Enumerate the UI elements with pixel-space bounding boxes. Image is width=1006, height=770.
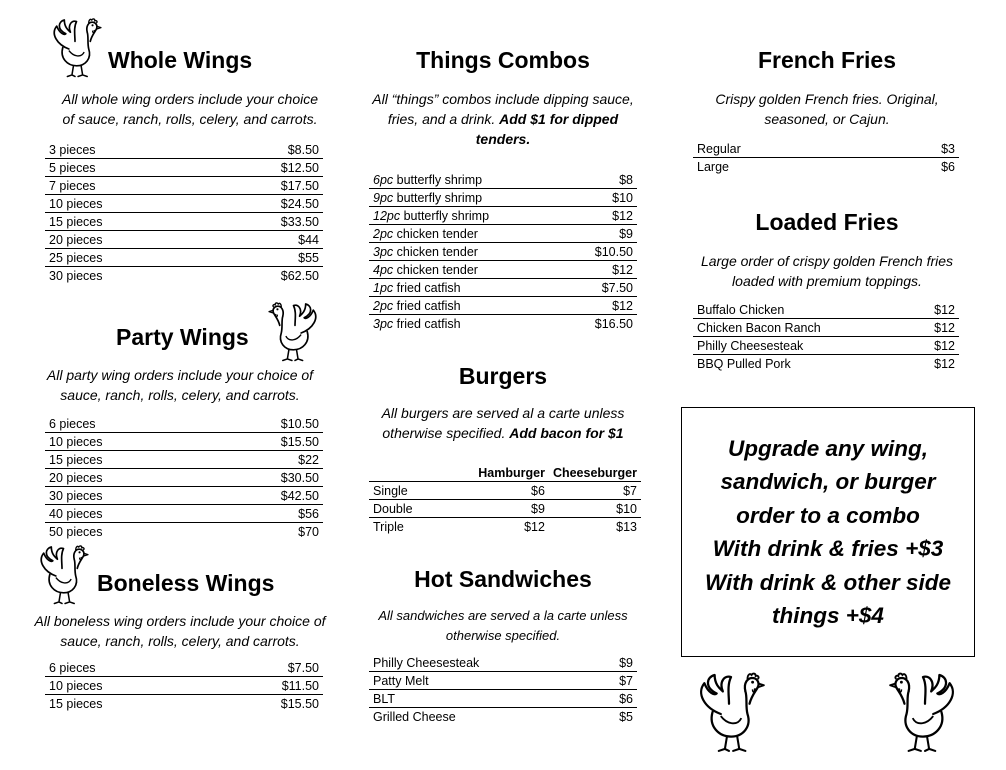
- menu-item-price: $6: [941, 159, 955, 174]
- menu-item-quantity: 1pc: [373, 280, 394, 295]
- things-combos-description: All “things” combos include dipping sauce, fries, and a drink. Add $1 for dipped tenders.: [372, 91, 634, 147]
- combo-upgrade-box: [681, 407, 975, 657]
- menu-item-price: $44: [204, 231, 323, 249]
- whole-wings-table: [45, 141, 323, 284]
- menu-item-row: [369, 189, 637, 207]
- boneless-wings-description: All boneless wing orders include your choice of sauce, ranch, rolls, celery, and carrots.: [34, 613, 326, 649]
- menu-item-price: $15.50: [204, 433, 323, 451]
- menu-item-quantity: 2pc: [373, 226, 394, 241]
- menu-item-row: [45, 677, 323, 695]
- menu-item-price: $12: [524, 519, 545, 534]
- menu-item-name: 10 pieces: [45, 195, 204, 213]
- menu-item-name: 5 pieces: [45, 159, 204, 177]
- french-fries-table: [693, 140, 959, 175]
- menu-item-name: 20 pieces: [45, 469, 204, 487]
- menu-item-price: $10: [564, 189, 637, 207]
- hamburger-column-header: Hamburger: [462, 464, 549, 482]
- french-fries-description: Crispy golden French fries. Original, seasoned, or Cajun.: [715, 91, 939, 127]
- menu-item-row: [369, 207, 637, 225]
- menu-item-name: Chicken Bacon Ranch: [693, 319, 911, 337]
- menu-item-row: [369, 500, 641, 518]
- menu-item-row: [45, 695, 323, 713]
- menu-item-price: $30.50: [204, 469, 323, 487]
- menu-item-name: Philly Cheesesteak: [693, 337, 911, 355]
- burgers-table: [369, 464, 641, 535]
- menu-item-price: $6: [462, 482, 549, 500]
- french-fries-title: French Fries: [757, 47, 897, 73]
- hot-sandwiches-description: All sandwiches are served a la carte unless otherwise specified.: [378, 608, 628, 643]
- menu-item-name: 4pc chicken tender: [369, 261, 564, 279]
- menu-item-row: [369, 482, 641, 500]
- party-wings-table: [45, 415, 323, 540]
- menu-item-name: 30 pieces: [49, 268, 103, 283]
- menu-item-name: 30 pieces: [45, 487, 204, 505]
- menu-item-name: Patty Melt: [369, 672, 594, 690]
- menu-item-row: [45, 231, 323, 249]
- menu-item-price: $9: [462, 500, 549, 518]
- menu-item-price: $42.50: [204, 487, 323, 505]
- loaded-fries-title: Loaded Fries: [755, 209, 899, 235]
- menu-item-row: [45, 249, 323, 267]
- menu-item-price: $17.50: [204, 177, 323, 195]
- menu-item-price: $15.50: [280, 696, 319, 711]
- menu-item-name: 25 pieces: [45, 249, 204, 267]
- menu-item-row: [45, 159, 323, 177]
- menu-item-row: [45, 415, 323, 433]
- promo-line: With drink & fries +$3: [712, 536, 944, 561]
- menu-item-name: 15 pieces: [45, 213, 204, 231]
- menu-item-name: Regular: [693, 140, 880, 158]
- menu-item-price: $10.50: [564, 243, 637, 261]
- menu-item-price: $6: [594, 690, 637, 708]
- menu-item-price: $9: [594, 654, 637, 672]
- menu-item-name: 3pc chicken tender: [369, 243, 564, 261]
- menu-item-name: 6 pieces: [45, 659, 204, 677]
- menu-item-quantity: 6pc: [373, 172, 394, 187]
- hot-sandwiches-table: [369, 654, 637, 725]
- menu-item-price: $70: [298, 524, 319, 539]
- menu-item-row: [45, 487, 323, 505]
- promo-line: order to a combo: [736, 502, 920, 528]
- menu-item-price: $11.50: [204, 677, 323, 695]
- chicken-icon: [33, 545, 91, 607]
- menu-item-row: [369, 315, 637, 333]
- menu-item-price: $7.50: [564, 279, 637, 297]
- menu-item-price: $9: [564, 225, 637, 243]
- menu-item-price: $55: [204, 249, 323, 267]
- menu-item-row: [45, 433, 323, 451]
- menu-item-price: $8.50: [204, 141, 323, 159]
- chicken-icon: [886, 672, 964, 756]
- menu-item-price: $12: [564, 261, 637, 279]
- menu-item-price: $33.50: [204, 213, 323, 231]
- menu-item-price: $12: [564, 297, 637, 315]
- menu-item-row: [45, 267, 323, 285]
- whole-wings-title: Whole Wings: [108, 47, 253, 73]
- whole-wings-description: All whole wing orders include your choice of sauce, ranch, rolls, celery, and carrots.: [61, 91, 319, 127]
- menu-item-name: 50 pieces: [49, 524, 103, 539]
- menu-item-row: [45, 195, 323, 213]
- menu-item-row: [369, 261, 637, 279]
- menu-item-price: $10.50: [204, 415, 323, 433]
- menu-item-price: $16.50: [594, 316, 633, 331]
- menu-item-name: Buffalo Chicken: [693, 301, 911, 319]
- menu-item-name: 6 pieces: [45, 415, 204, 433]
- loaded-fries-description: Large order of crispy golden French fries loaded with premium toppings.: [700, 253, 954, 289]
- promo-line: things +$4: [772, 603, 884, 628]
- menu-item-row: [45, 505, 323, 523]
- menu-item-price: $12: [911, 301, 959, 319]
- menu-item-row: [693, 355, 959, 373]
- menu-item-name: 2pc fried catfish: [369, 297, 564, 315]
- menu-item-name: BBQ Pulled Pork: [697, 356, 791, 371]
- menu-item-price: $7: [594, 672, 637, 690]
- menu-item-quantity: 4pc: [373, 262, 394, 277]
- menu-item-name: 10 pieces: [45, 433, 204, 451]
- menu-item-price: $24.50: [204, 195, 323, 213]
- menu-item-name: Single: [369, 482, 462, 500]
- promo-line: sandwich, or burger: [720, 469, 936, 494]
- menu-item-row: [369, 225, 637, 243]
- menu-item-row: [693, 319, 959, 337]
- menu-item-row: [45, 141, 323, 159]
- menu-item-price: $7: [549, 482, 641, 500]
- menu-item-row: [45, 659, 323, 677]
- menu-item-name: Large: [697, 159, 729, 174]
- menu-item-price: $22: [204, 451, 323, 469]
- menu-item-name: 12pc butterfly shrimp: [369, 207, 564, 225]
- menu-item-price: $12: [911, 337, 959, 355]
- menu-item-price: $12: [934, 356, 955, 371]
- party-wings-title: Party Wings: [116, 324, 249, 350]
- menu-item-quantity: 9pc: [373, 190, 394, 205]
- things-combos-table: [369, 171, 637, 332]
- party-wings-description: All party wing orders include your choice of sauce, ranch, rolls, celery, and carrots.: [46, 367, 314, 403]
- chicken-icon: [46, 18, 104, 80]
- menu-item-name: 7 pieces: [45, 177, 204, 195]
- menu-item-row: [45, 469, 323, 487]
- menu-item-price: $3: [880, 140, 959, 158]
- menu-item-row: [369, 690, 637, 708]
- menu-item-quantity: 2pc: [373, 298, 394, 313]
- burgers-title: Burgers: [458, 363, 548, 389]
- menu-item-row: [693, 158, 959, 176]
- menu-item-price: $12: [564, 207, 637, 225]
- menu-item-name: Double: [369, 500, 462, 518]
- chicken-icon: [690, 672, 768, 756]
- menu-item-name: 3 pieces: [45, 141, 204, 159]
- menu-item-price: $5: [619, 709, 633, 724]
- menu-item-name: Philly Cheesesteak: [369, 654, 594, 672]
- menu-item-price: $62.50: [280, 268, 319, 283]
- menu-item-row: [369, 297, 637, 315]
- boneless-wings-table: [45, 659, 323, 712]
- menu-item-row: [45, 177, 323, 195]
- menu-item-price: $7.50: [204, 659, 323, 677]
- menu-item-quantity: 3pc: [373, 244, 394, 259]
- menu-item-name: Grilled Cheese: [373, 709, 456, 724]
- menu-item-price: $10: [549, 500, 641, 518]
- menu-item-row: [369, 654, 637, 672]
- menu-item-name: 3pc fried catfish: [373, 316, 461, 331]
- promo-line: With drink & other side: [704, 569, 952, 595]
- menu-item-name: 40 pieces: [45, 505, 204, 523]
- menu-item-row: [693, 301, 959, 319]
- menu-item-name: BLT: [369, 690, 594, 708]
- hot-sandwiches-title: Hot Sandwiches: [414, 566, 592, 592]
- menu-item-row: [369, 279, 637, 297]
- menu-item-price: $8: [564, 171, 637, 189]
- menu-item-price: $56: [204, 505, 323, 523]
- menu-item-row: [369, 708, 637, 726]
- menu-item-name: 10 pieces: [45, 677, 204, 695]
- promo-line: Upgrade any wing,: [727, 435, 929, 461]
- menu-item-name: 20 pieces: [45, 231, 204, 249]
- menu-item-name: 15 pieces: [45, 451, 204, 469]
- menu-item-row: [693, 140, 959, 158]
- menu-item-name: 15 pieces: [49, 696, 103, 711]
- menu-item-name: 9pc butterfly shrimp: [369, 189, 564, 207]
- burgers-description: All burgers are served al a carte unless otherwise specified. Add bacon for $1: [381, 405, 625, 441]
- menu-item-price: $12: [911, 319, 959, 337]
- menu-item-row: [369, 243, 637, 261]
- loaded-fries-table: [693, 301, 959, 372]
- burgers-header-row: [369, 464, 641, 482]
- menu-item-price: $12.50: [204, 159, 323, 177]
- menu-item-name: 2pc chicken tender: [369, 225, 564, 243]
- menu-item-name: 1pc fried catfish: [369, 279, 564, 297]
- things-combos-title: Things Combos: [416, 47, 590, 73]
- menu-item-quantity: 3pc: [373, 316, 394, 331]
- menu-item-row: [369, 171, 637, 189]
- menu-item-row: [45, 451, 323, 469]
- menu-item-name: 6pc butterfly shrimp: [369, 171, 564, 189]
- menu-item-row: [369, 518, 641, 536]
- menu-item-row: [45, 523, 323, 541]
- cheeseburger-column-header: Cheeseburger: [549, 464, 641, 482]
- boneless-wings-title: Boneless Wings: [97, 570, 275, 596]
- chicken-icon: [266, 302, 324, 364]
- menu-item-row: [693, 337, 959, 355]
- menu-item-row: [45, 213, 323, 231]
- menu-item-name: Triple: [373, 519, 404, 534]
- menu-item-quantity: 12pc: [373, 208, 401, 223]
- menu-item-price: $13: [616, 519, 637, 534]
- menu-item-row: [369, 672, 637, 690]
